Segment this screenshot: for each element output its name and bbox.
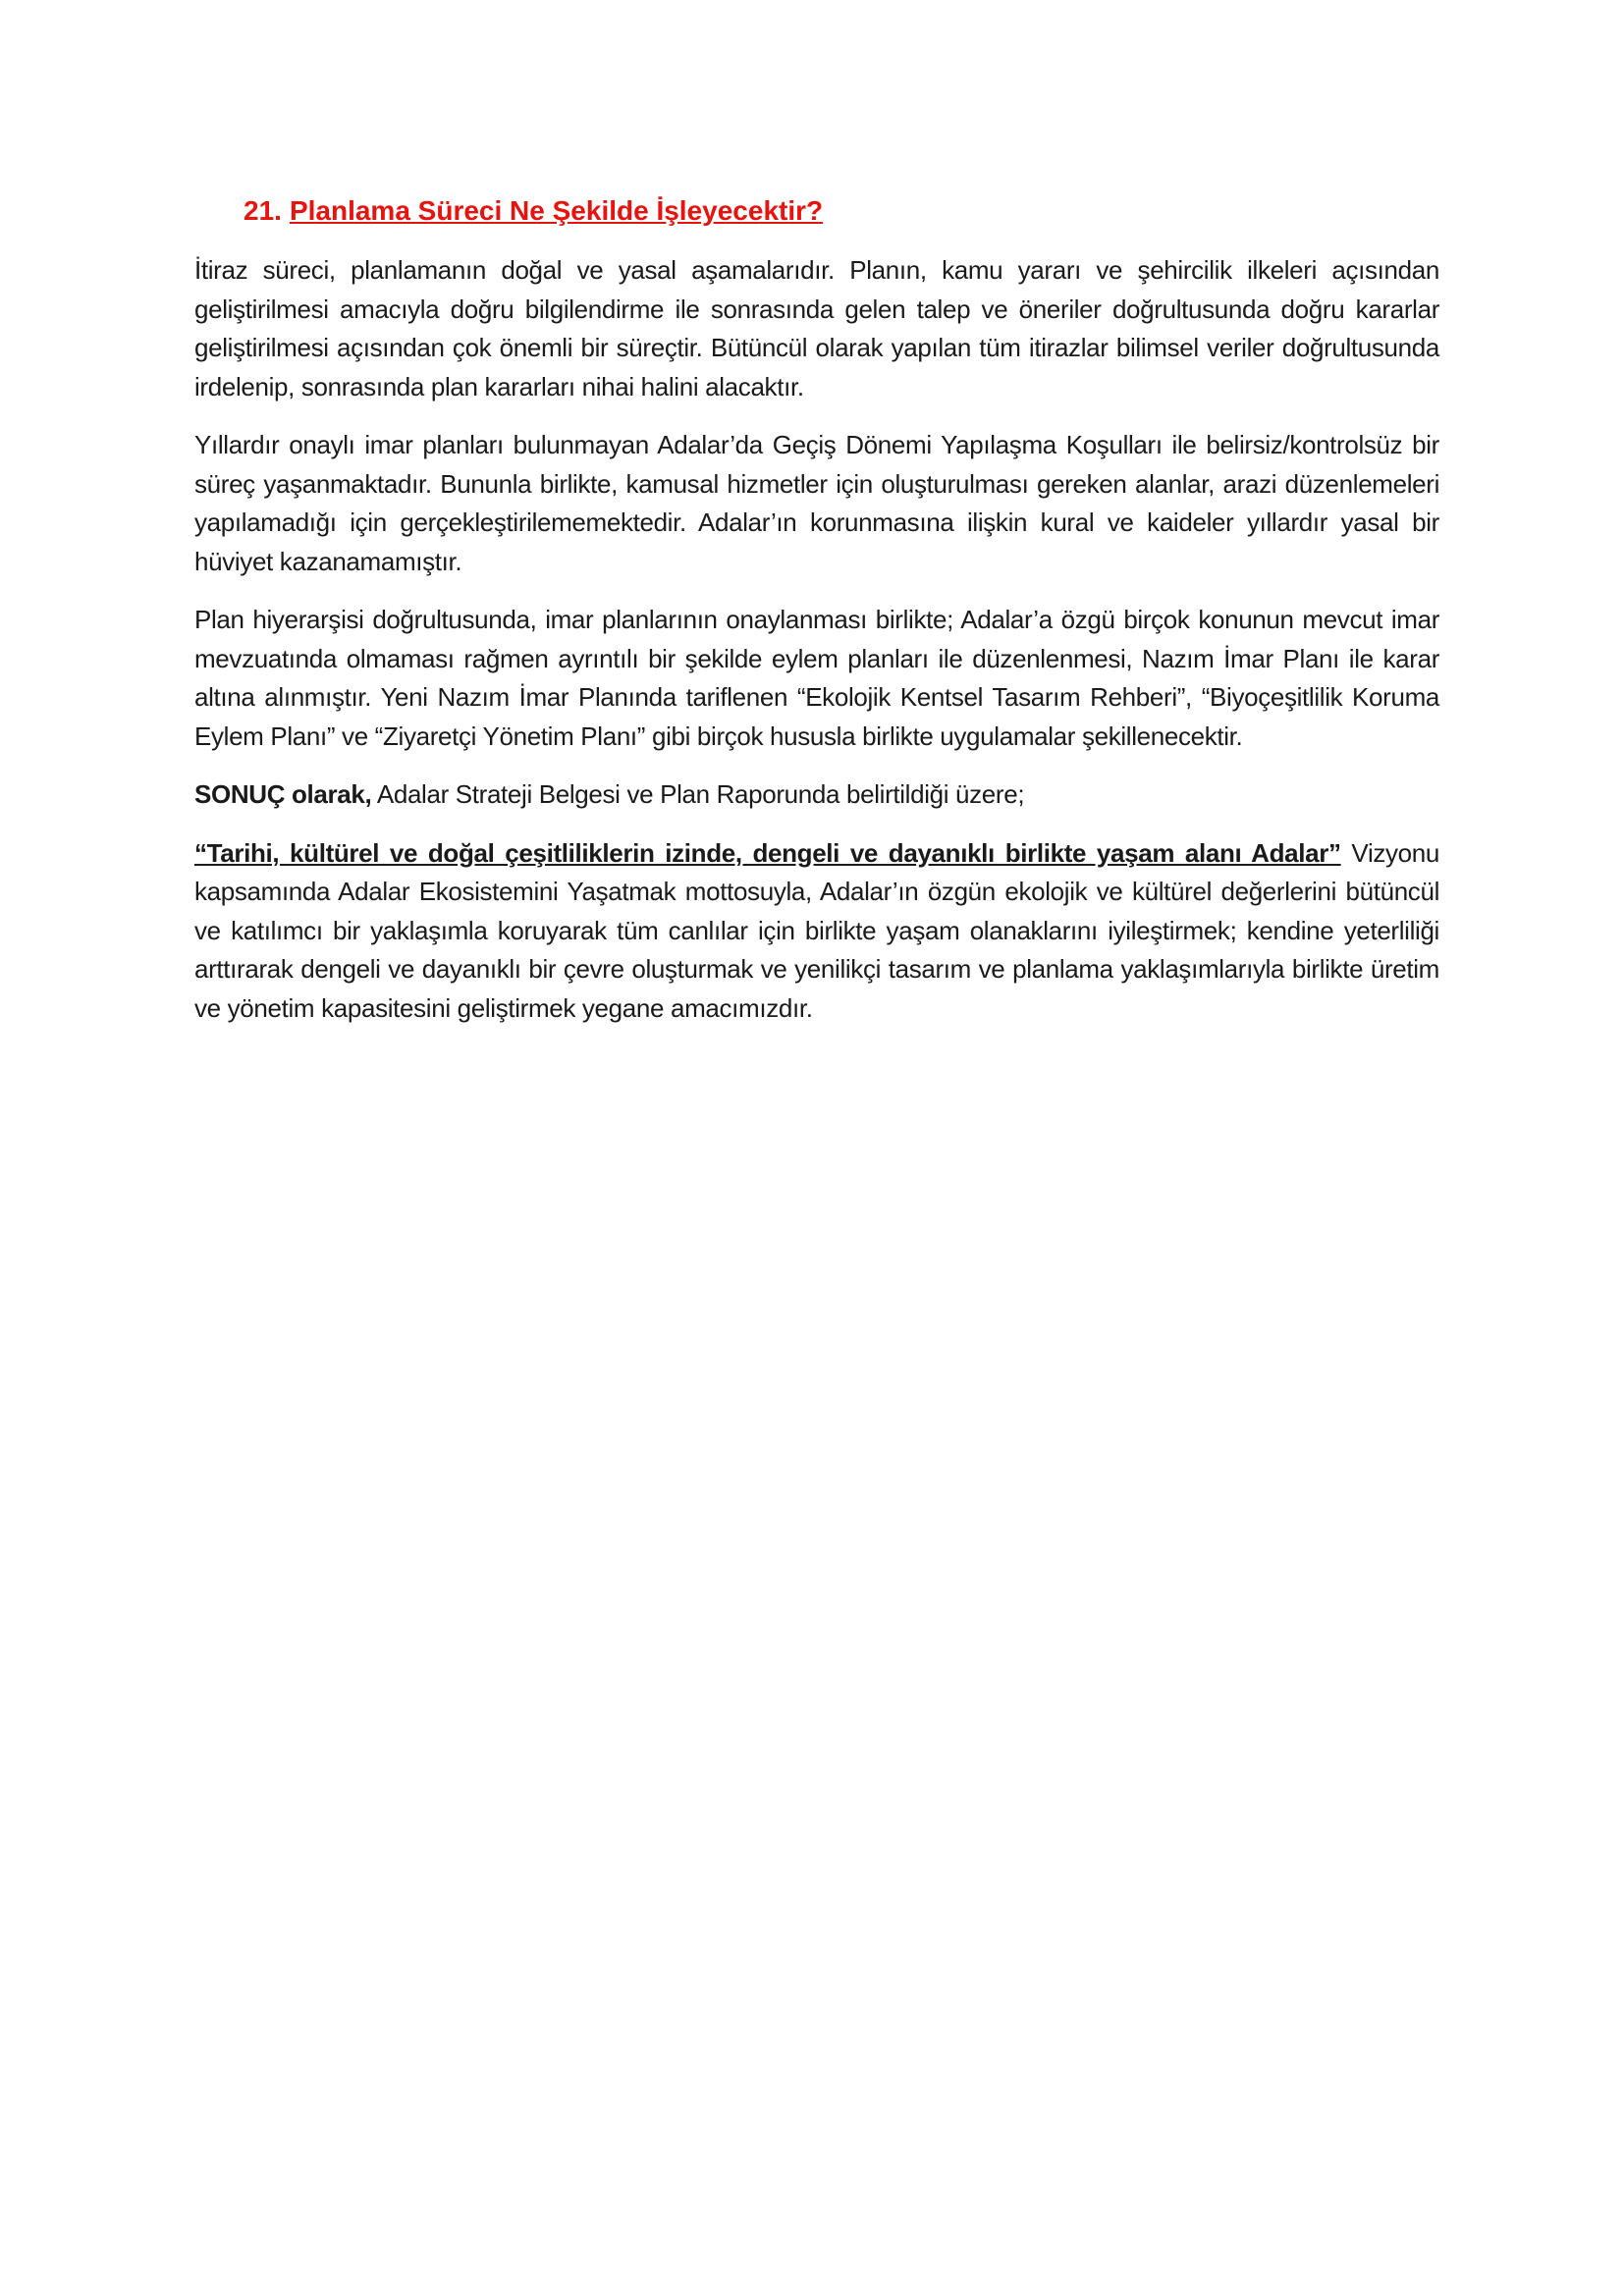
section-title: Planlama Süreci Ne Şekilde İşleyecektir? [289, 195, 824, 226]
page-content [194, 192, 1439, 1047]
conclusion-lead: SONUÇ olarak, [194, 779, 372, 809]
vision-text: Vizyonu kapsamında Adalar Ekosistemini Yaşatmak mottosuyla, Adalar’ın özgün ekolojik ve kültürel değerlerini bütüncül ve katılımcı bir yaklaşımla koruyarak tüm canlılar için birlikte yaşam olanaklarını iyileştirmek; kendine yeterliliği arttırarak dengeli ve dayanıklı bir çevre oluşturmak ve yenilikçi tasarım ve planlama yaklaşımlarıyla birlikte üretim ve yönetim kapasitesini geliştirmek yegane amacımızdır. [194, 837, 1439, 1023]
section-number: 21. [244, 195, 282, 226]
vision-quote: “Tarihi, kültürel ve doğal çeşitliliklerin izinde, dengeli ve dayanıklı birlikte yaşam alanı Adalar” [194, 837, 1341, 868]
paragraph-conclusion [194, 775, 1439, 815]
conclusion-text: Adalar Strateji Belgesi ve Plan Raporunda belirtildiği üzere; [371, 779, 1025, 809]
paragraph-objection-process: İtiraz süreci, planlamanın doğal ve yasal aşamalarıdır. Planın, kamu yararı ve şehircilik ilkeleri açısından geliştirilmesi amacıyla doğru bilgilendirme ile sonrasında gelen talep ve öneriler doğrultusunda doğru kararlar geliştirilmesi açısından çok önemli bir süreçtir. Bütüncül olarak yapılan tüm itirazlar bilimsel veriler doğrultusunda irdelenip, sonrasında plan kararları nihai halini alacaktır. [194, 255, 1439, 401]
paragraph-vision [194, 834, 1439, 1029]
paragraph-plan-hierarchy: Plan hiyerarşisi doğrultusunda, imar planlarının onaylanması birlikte; Adalar’a özgü birçok konunun mevcut imar mevzuatında olmaması rağmen ayrıntılı bir şekilde eylem planları ile düzenlenmesi, Nazım İmar Planı ile karar altına alınmıştır. Yeni Nazım İmar Planında tariflenen “Ekolojik Kentsel Tasarım Rehberi”, “Biyoçeşitlilik Koruma Eylem Planı” ve “Ziyaretçi Yönetim Planı” gibi birçok hususla birlikte uygulamalar şekillenecektir. [194, 605, 1439, 751]
paragraph-current-situation: Yıllardır onaylı imar planları bulunmayan Adalar’da Geçiş Dönemi Yapılaşma Koşulları ile belirsiz/kontrolsüz bir süreç yaşanmaktadır. Bununla birlikte, kamusal hizmetler için oluşturulması gereken alanlar, arazi düzenlemeleri yapılamadığı için gerçekleştirilememektedir. Adalar’ın korunmasına ilişkin kural ve kaideler yıllardır yasal bir hüviyet kazanamamıştır. [194, 430, 1439, 576]
section-heading [244, 192, 1439, 230]
